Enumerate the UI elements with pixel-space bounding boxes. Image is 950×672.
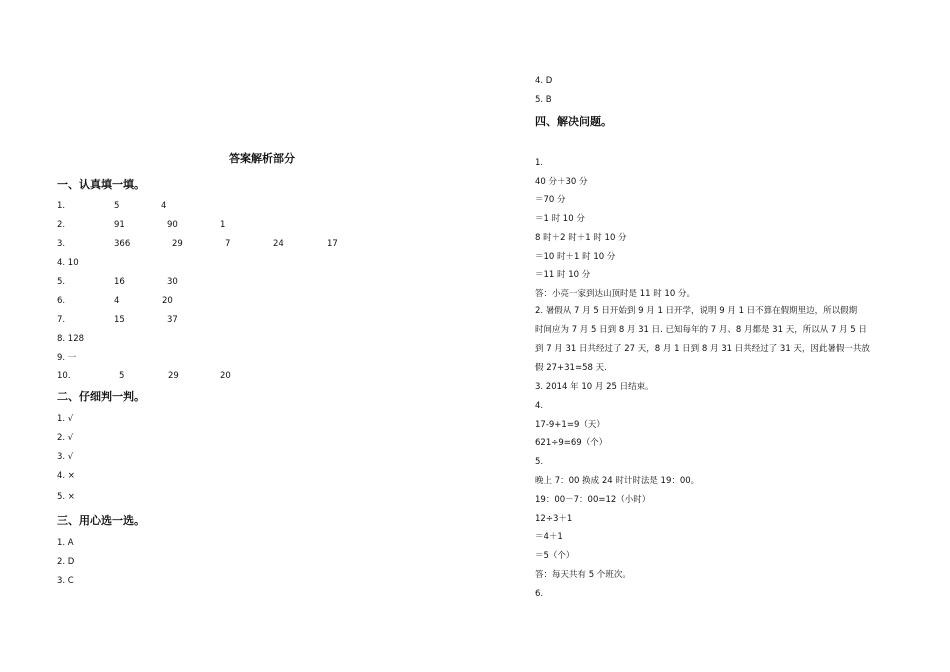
paragraph-line: 到 7 月 31 日共经过了 27 天，8 月 1 日到 8 月 31 日共经过了 31 天，因此暑假一共放 bbox=[535, 344, 870, 354]
judge-answer: 2. √ bbox=[57, 433, 74, 443]
paragraph-line: 假 27+31=58 天. bbox=[535, 363, 607, 373]
answer-value: 5 bbox=[114, 201, 120, 211]
item-number: 5. bbox=[57, 277, 66, 287]
answer-value: 17 bbox=[327, 239, 338, 249]
solution-line: 17-9+1=9（天） bbox=[535, 420, 605, 430]
choice-answer: 3. C bbox=[57, 576, 74, 586]
solution-line: 晚上 7：00 换成 24 时计时法是 19：00。 bbox=[535, 476, 700, 486]
answer-value: 29 bbox=[168, 371, 179, 381]
answer-value: 7 bbox=[225, 239, 231, 249]
page-title: 答案解析部分 bbox=[229, 152, 295, 165]
answer-value: 37 bbox=[167, 315, 178, 325]
q2-paragraph bbox=[535, 302, 870, 378]
solution-line: 40 分＋30 分 bbox=[535, 177, 588, 187]
solution-line: 答：每天共有 5 个班次。 bbox=[535, 570, 631, 580]
answer-value: 5 bbox=[119, 371, 125, 381]
item-number: 4. 10 bbox=[57, 258, 79, 268]
answer-value: 29 bbox=[172, 239, 183, 249]
solution-line: 12÷3＋1 bbox=[535, 514, 573, 524]
answer-value: 30 bbox=[167, 277, 178, 287]
solution-line: 19：00－7：00=12（小时） bbox=[535, 495, 651, 505]
solution-line: ＝70 分 bbox=[535, 195, 566, 205]
solution-line: ＝5（个） bbox=[535, 551, 575, 561]
item-number: 1. bbox=[57, 201, 66, 211]
solution-line: ＝4＋1 bbox=[535, 532, 563, 542]
solution-line: 1. bbox=[535, 158, 544, 168]
item-number: 3. bbox=[57, 239, 66, 249]
solution-line: 5. bbox=[535, 457, 544, 467]
solution-line: 答：小亮一家到达山顶时是 11 时 10 分。 bbox=[535, 289, 695, 299]
judge-answer: 3. √ bbox=[57, 452, 74, 462]
solution-line: ＝10 时＋1 时 10 分 bbox=[535, 252, 616, 262]
item-number: 8. 128 bbox=[57, 334, 85, 344]
answer-value: 20 bbox=[220, 371, 231, 381]
answer-row bbox=[57, 333, 84, 345]
solution-line: 621÷9=69（个） bbox=[535, 438, 608, 448]
choice-answer: 5. B bbox=[535, 95, 552, 105]
answer-value: 16 bbox=[114, 277, 125, 287]
judge-answer: 5. × bbox=[57, 492, 75, 502]
judge-answer: 4. × bbox=[57, 471, 75, 481]
item-number: 7. bbox=[57, 315, 66, 325]
answer-row bbox=[57, 257, 79, 269]
answer-value: 24 bbox=[273, 239, 284, 249]
section-1-heading: 一、认真填一填。 bbox=[57, 178, 145, 191]
item-number: 2. bbox=[57, 220, 66, 230]
section-4-heading: 四、解决问题。 bbox=[535, 115, 612, 128]
solution-line: 3. 2014 年 10 月 25 日结束。 bbox=[535, 382, 654, 392]
answer-value: 1 bbox=[220, 220, 226, 230]
answer-value: 4 bbox=[161, 201, 167, 211]
answer-value: 15 bbox=[114, 315, 125, 325]
answer-value: 90 bbox=[167, 220, 178, 230]
solution-line: 4. bbox=[535, 401, 544, 411]
choice-answer: 2. D bbox=[57, 557, 75, 567]
item-number: 6. bbox=[57, 296, 66, 306]
answer-row bbox=[57, 352, 76, 364]
solution-line: 8 时＋2 时＋1 时 10 分 bbox=[535, 233, 627, 243]
solution-line: ＝1 时 10 分 bbox=[535, 214, 585, 224]
answer-value: 4 bbox=[114, 296, 120, 306]
judge-answer: 1. √ bbox=[57, 414, 74, 424]
choice-answer: 4. D bbox=[535, 76, 553, 86]
item-number: 9. 一 bbox=[57, 353, 77, 363]
section-3-heading: 三、用心选一选。 bbox=[57, 514, 145, 527]
solution-line: ＝11 时 10 分 bbox=[535, 270, 591, 280]
answer-value: 366 bbox=[114, 239, 131, 249]
item-number: 10. bbox=[57, 371, 71, 381]
answer-value: 20 bbox=[162, 296, 173, 306]
paragraph-line: 时间应为 7 月 5 日到 8 月 31 日. 已知每年的 7 月、8 月都是 31 天，所以从 7 月 5 日 bbox=[535, 325, 867, 335]
answer-value: 91 bbox=[114, 220, 125, 230]
solution-line: 6. bbox=[535, 589, 544, 599]
paragraph-line: 2. 暑假从 7 月 5 日开始到 9 月 1 日开学，说明 9 月 1 日不算在假期里边，所以假期 bbox=[535, 306, 858, 316]
choice-answer: 1. A bbox=[57, 538, 74, 548]
section-2-heading: 二、仔细判一判。 bbox=[57, 390, 145, 403]
